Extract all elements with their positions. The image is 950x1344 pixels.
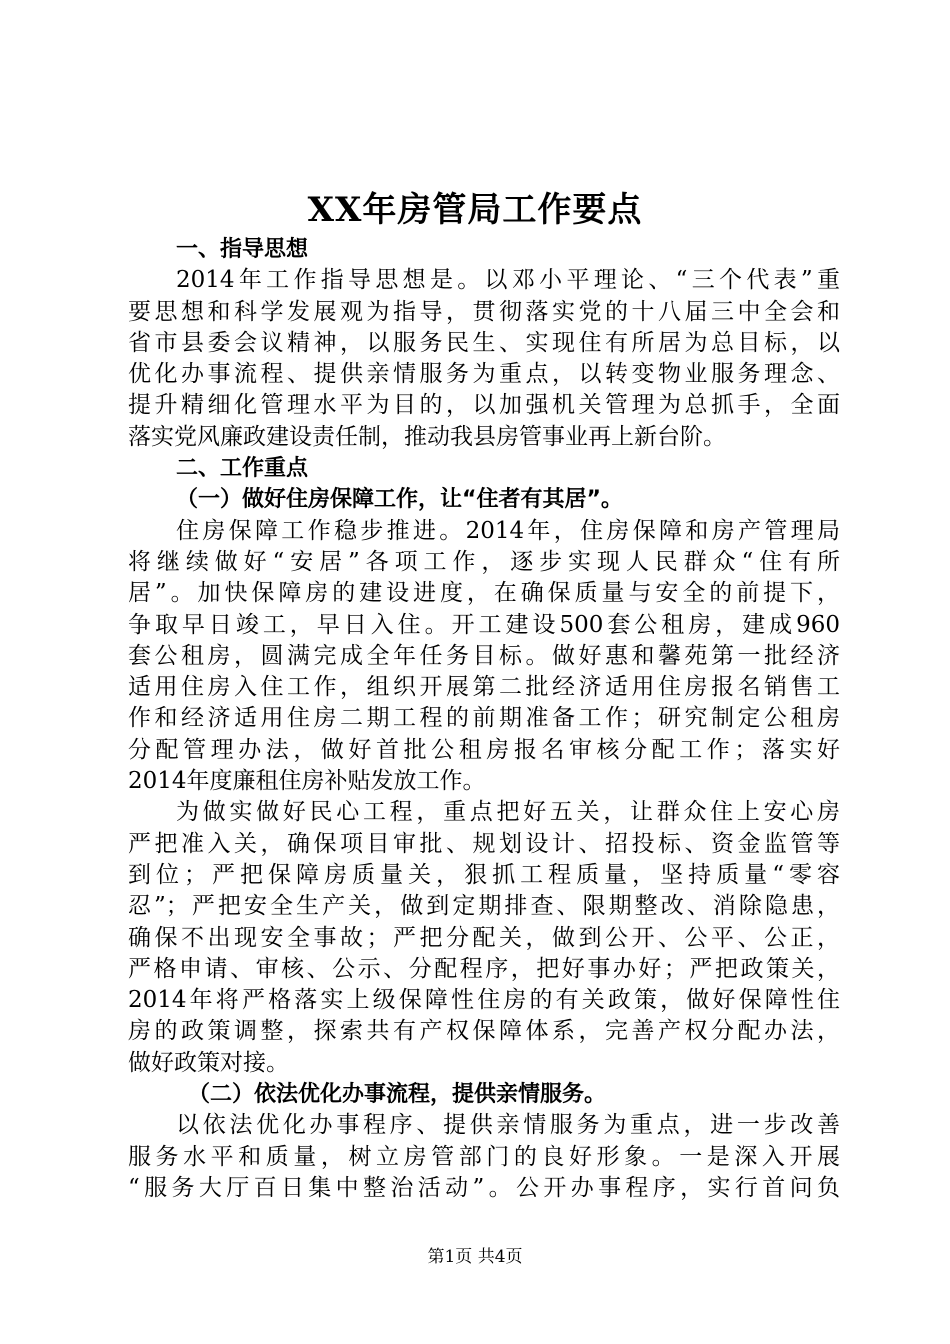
paragraph-line: 到位；严把保障房质量关，狠抓工程质量，坚持质量“零容 <box>128 861 840 888</box>
paragraph-last-line: 做好政策对接。 <box>128 1049 289 1076</box>
paragraph-line: 2014年将严格落实上级保障性住房的有关政策，做好保障性住 <box>128 987 840 1014</box>
subsection-heading: （二）依法优化办事流程，提供亲情服务。 <box>188 1082 607 1108</box>
document-title: XX年房管局工作要点 <box>307 190 643 230</box>
paragraph-line: “服务大厅百日集中整治活动”。公开办事程序，实行首问负 <box>128 1174 840 1201</box>
paragraph-first-line: 2014年工作指导思想是。以邓小平理论、“三个代表”重 <box>176 267 840 294</box>
paragraph-line: 提升精细化管理水平为目的，以加强机关管理为总抓手，全面 <box>128 392 840 419</box>
paragraph-line: 省市县委会议精神，以服务民生、实现住有所居为总目标，以 <box>128 329 840 356</box>
paragraph-line: 套公租房，圆满完成全年任务目标。做好惠和馨苑第一批经济 <box>128 642 840 669</box>
subsection-heading: （一）做好住房保障工作，让“住者有其居”。 <box>176 487 623 513</box>
paragraph-last-line: 2014年度廉租住房补贴发放工作。 <box>128 768 486 795</box>
paragraph-line: 服务水平和质量，树立房管部门的良好形象。一是深入开展 <box>128 1143 840 1170</box>
paragraph-line: 争取早日竣工，早日入住。开工建设500套公租房，建成960 <box>128 611 840 638</box>
document-body <box>128 234 840 1204</box>
paragraph-first-line: 为做实做好民心工程，重点把好五关，让群众住上安心房 <box>176 799 840 826</box>
paragraph-last-line: 落实党风廉政建设责任制，推动我县房管事业再上新台阶。 <box>128 423 726 450</box>
paragraph-first-line: 以依法优化办事程序、提供亲情服务为重点，进一步改善 <box>176 1112 840 1139</box>
paragraph-line: 严格申请、审核、公示、分配程序，把好事办好；严把政策关， <box>128 955 840 982</box>
paragraph-first-line: 住房保障工作稳步推进。2014年，住房保障和房产管理局 <box>176 517 840 544</box>
page-footer: 第1页 共4页 <box>427 1247 523 1267</box>
paragraph-line: 忍”；严把安全生产关，做到定期排查、限期整改、消除隐患， <box>128 893 840 920</box>
paragraph-line: 房的政策调整，探索共有产权保障体系，完善产权分配办法， <box>128 1018 840 1045</box>
paragraph-line: 将继续做好“安居”各项工作，逐步实现人民群众“住有所 <box>128 548 840 575</box>
section-heading: 一、指导思想 <box>176 237 309 262</box>
paragraph-line: 分配管理办法，做好首批公租房报名审核分配工作；落实好 <box>128 736 840 763</box>
paragraph-line: 适用住房入住工作，组织开展第二批经济适用住房报名销售工 <box>128 674 840 701</box>
paragraph-line: 作和经济适用住房二期工程的前期准备工作；研究制定公租房 <box>128 705 840 732</box>
paragraph-line: 确保不出现安全事故；严把分配关，做到公开、公平、公正， <box>128 924 840 951</box>
section-heading: 二、工作重点 <box>176 456 309 482</box>
paragraph-line: 居”。加快保障房的建设进度，在确保质量与安全的前提下， <box>128 580 840 607</box>
paragraph-line: 要思想和科学发展观为指导，贯彻落实党的十八届三中全会和 <box>128 298 840 325</box>
paragraph-line: 优化办事流程、提供亲情服务为重点，以转变物业服务理念、 <box>128 361 840 388</box>
paragraph-line: 严把准入关，确保项目审批、规划设计、招投标、资金监管等 <box>128 830 840 857</box>
